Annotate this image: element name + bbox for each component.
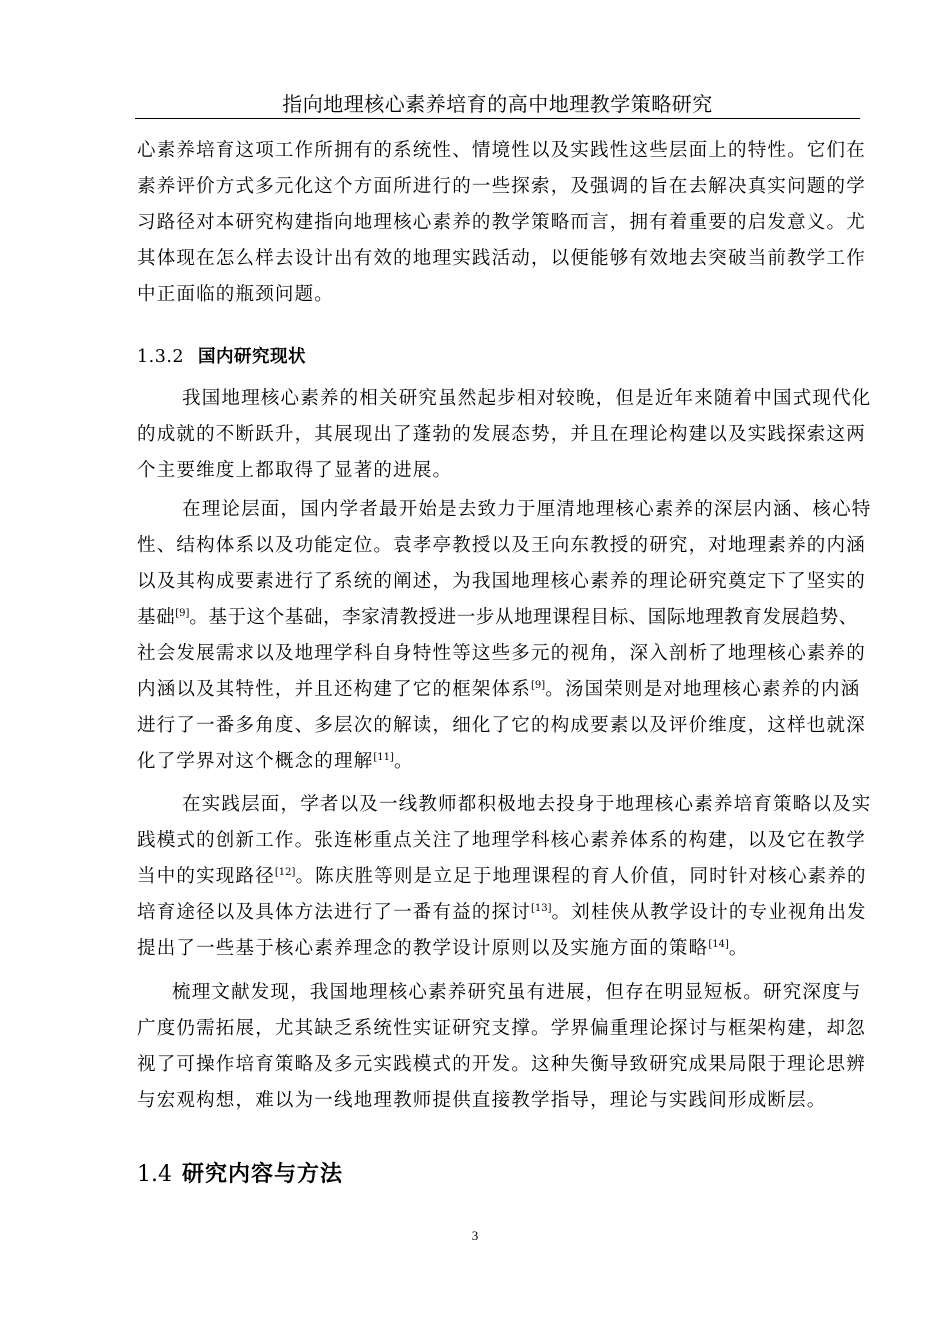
- page-number: 3: [471, 1228, 479, 1243]
- text-run: 。陈庆胜等则是立足于地理课程的育人价值，同时针对核心素养的: [295, 866, 867, 887]
- paragraph-first-line: 梳理文献发现，我国地理核心素养研究虽有进展，但存在明显短板。研究深度与: [172, 982, 862, 1003]
- paragraph-first-line: 在实践层面，学者以及一线教师都积极地去投身于地理核心素养培育策略以及实: [182, 794, 872, 815]
- body-text-line: 践模式的创新工作。张连彬重点关注了地理学科核心素养体系的构建，以及它在教学: [137, 830, 866, 851]
- citation-ref: [14]: [708, 938, 729, 950]
- body-text-line: 心素养培育这项工作所拥有的系统性、情境性以及实践性这些层面上的特性。它们在: [137, 140, 866, 161]
- body-text-line: 个主要维度上都取得了显著的进展。: [137, 460, 453, 481]
- body-text-line: 以及其构成要素进行了系统的阐述，为我国地理核心素养的理论研究奠定下了坚实的: [137, 571, 866, 592]
- body-text-line: 广度仍需拓展，尤其缺乏系统性实证研究支撑。学界偏重理论探讨与框架构建，却忽: [137, 1018, 866, 1039]
- citation-ref: [9]: [531, 679, 546, 691]
- paragraph-first-line: 我国地理核心素养的相关研究虽然起步相对较晚，但是近年来随着中国式现代化: [182, 388, 872, 409]
- text-run: 培育途径以及具体方法进行了一番有益的探讨: [137, 902, 532, 923]
- citation-ref: [12]: [274, 866, 296, 878]
- section-title: 研究内容与方法: [182, 1162, 344, 1187]
- text-run: 提出了一些基于核心素养理念的教学设计原则以及实施方面的策略: [137, 938, 709, 959]
- section-heading: [137, 1156, 343, 1194]
- text-run: 内涵以及其特性，并且还构建了它的框架体系: [137, 679, 532, 700]
- body-text-line: 中正面临的瓶颈问题。: [137, 284, 335, 305]
- body-text-line: 的成就的不断跃升，其展现出了蓬勃的发展态势，并且在理论构建以及实践探索这两: [137, 424, 866, 445]
- text-run: 。: [393, 751, 414, 772]
- body-text-line: 与宏观构想，难以为一线地理教师提供直接教学指导，理论与实践间形成断层。: [137, 1090, 827, 1111]
- header-rule: [135, 118, 860, 119]
- body-text-line: [137, 673, 862, 707]
- subsection-number: 1.3.2: [137, 347, 185, 367]
- body-text-line: [137, 896, 867, 930]
- text-run: 当中的实现路径: [137, 866, 275, 887]
- body-text-line: 进行了一番多角度、多层次的解读，细化了它的构成要素以及评价维度，这样也就深: [137, 715, 866, 736]
- text-run: 。基于这个基础，李家清教授进一步从地理课程目标、国际地理教育发展趋势、: [189, 607, 858, 628]
- paragraph-first-line: 在理论层面，国内学者最开始是去致力于厘清地理核心素养的深层内涵、核心特: [182, 499, 872, 520]
- body-text-line: [137, 601, 862, 635]
- body-text-line: 其体现在怎么样去设计出有效的地理实践活动，以便能够有效地去突破当前教学工作: [137, 248, 866, 269]
- citation-ref: [13]: [531, 902, 552, 914]
- body-text-line: [137, 932, 862, 966]
- text-run: 。: [728, 938, 749, 959]
- body-text-line: [137, 745, 862, 779]
- citation-ref: [9]: [175, 607, 190, 619]
- text-run: 化了学界对这个概念的理解: [137, 751, 374, 772]
- text-run: 。刘桂侠从教学设计的专业视角出发: [551, 902, 867, 923]
- body-text-line: 社会发展需求以及地理学科自身特性等这些多元的视角，深入剖析了地理核心素养的: [137, 643, 866, 664]
- body-text-line: 视了可操作培育策略及多元实践模式的开发。这种失衡导致研究成果局限于理论思辨: [137, 1054, 866, 1075]
- body-text-line: 性、结构体系以及功能定位。袁孝亭教授以及王向东教授的研究，对地理素养的内涵: [137, 535, 866, 556]
- citation-ref: [11]: [373, 751, 394, 763]
- section-number: 1.4: [137, 1162, 172, 1187]
- body-text-line: 素养评价方式多元化这个方面所进行的一些探索，及强调的旨在去解决真实问题的学: [137, 176, 866, 197]
- subsection-heading: [137, 340, 306, 374]
- body-text-line: 习路径对本研究构建指向地理核心素养的教学策略而言，拥有着重要的启发意义。尤: [137, 212, 866, 233]
- text-run: 。汤国荣则是对地理核心素养的内涵: [545, 679, 861, 700]
- text-run: 基础: [137, 607, 176, 628]
- running-header-title: 指向地理核心素养培育的高中地理教学策略研究: [282, 92, 713, 116]
- subsection-title: 国内研究现状: [198, 347, 307, 367]
- body-text-line: [137, 860, 867, 894]
